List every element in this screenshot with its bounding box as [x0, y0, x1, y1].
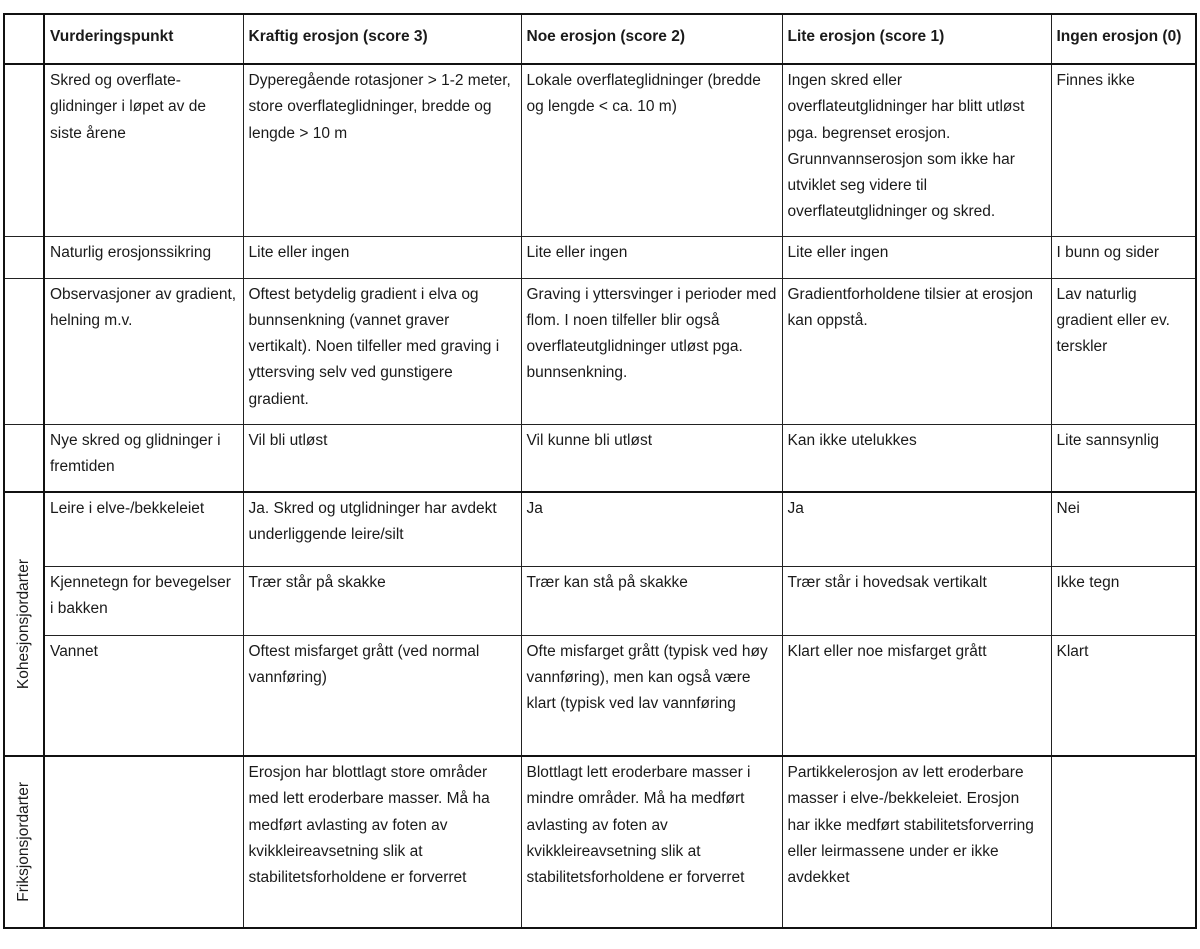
cell-point	[44, 756, 243, 928]
cell-strong: Lite eller ingen	[243, 236, 521, 278]
table-row	[4, 424, 1196, 492]
cell-little: Ja	[782, 492, 1051, 566]
cell-strong: Dyperegående rotasjoner > 1-2 meter, store overflateglidninger, bredde og lengde > 10 m	[243, 64, 521, 236]
cell-none: Lite sannsynlig	[1051, 424, 1196, 492]
header-kraftig-erosjon: Kraftig erosjon (score 3)	[243, 14, 521, 64]
cell-some: Graving i yttersvinger i perioder med flom. I noen tilfeller blir også overflateutglidninger utløst pga. bunnsenkning.	[521, 278, 782, 424]
table-row	[4, 492, 1196, 566]
cell-strong: Erosjon har blottlagt store områder med lett eroderbare masser. Må ha medført avlasting av foten av kvikkleireavsetning slik at stabilitetsforholdene er forverret	[243, 756, 521, 928]
cell-point: Leire i elve-/bekkeleiet	[44, 492, 243, 566]
kohesjon-label: Kohesjonsjordarter	[14, 558, 32, 690]
cell-none: Lav naturlig gradient eller ev. terskler	[1051, 278, 1196, 424]
cell-some: Ja	[521, 492, 782, 566]
group-label-friksjon	[4, 756, 44, 928]
friksjon-label: Friksjonsjordarter	[14, 782, 32, 902]
table-row	[4, 64, 1196, 236]
cell-little: Ingen skred eller overflateutglidninger har blitt utløst pga. begrenset erosjon. Grunnvannserosjon som ikke har utviklet seg videre til overflateutglidninger og skred.	[782, 64, 1051, 236]
table-row	[4, 566, 1196, 635]
cell-some: Ofte misfarget grått (typisk ved høy vannføring), men kan også være klart (typisk ved lav vannføring	[521, 635, 782, 756]
header-corner	[4, 14, 44, 64]
header-lite-erosjon: Lite erosjon (score 1)	[782, 14, 1051, 64]
group-cell-empty	[4, 278, 44, 424]
cell-point: Nye skred og glidninger i fremtiden	[44, 424, 243, 492]
cell-point: Naturlig erosjonssikring	[44, 236, 243, 278]
group-cell-empty	[4, 424, 44, 492]
cell-none: I bunn og sider	[1051, 236, 1196, 278]
cell-strong: Oftest betydelig gradient i elva og bunnsenkning (vannet graver vertikalt). Noen tilfeller med graving i yttersving selv ved gunstigere gradient.	[243, 278, 521, 424]
header-noe-erosjon: Noe erosjon (score 2)	[521, 14, 782, 64]
cell-little: Kan ikke utelukkes	[782, 424, 1051, 492]
cell-little: Lite eller ingen	[782, 236, 1051, 278]
table-row	[4, 236, 1196, 278]
group-cell-empty	[4, 236, 44, 278]
cell-strong: Trær står på skakke	[243, 566, 521, 635]
cell-strong: Ja. Skred og utglidninger har avdekt underliggende leire/silt	[243, 492, 521, 566]
cell-little: Klart eller noe misfarget grått	[782, 635, 1051, 756]
header-row	[4, 14, 1196, 64]
cell-strong: Vil bli utløst	[243, 424, 521, 492]
cell-point: Kjennetegn for bevegelser i bakken	[44, 566, 243, 635]
cell-none	[1051, 756, 1196, 928]
cell-none: Finnes ikke	[1051, 64, 1196, 236]
cell-some: Blottlagt lett eroderbare masser i mindre områder. Må ha medført avlasting av foten av kvikkleireavsetning slik at stabilitetsforholdene er forverret	[521, 756, 782, 928]
cell-none: Nei	[1051, 492, 1196, 566]
table-row	[4, 756, 1196, 928]
table-row	[4, 635, 1196, 756]
group-label-kohesjon	[4, 492, 44, 756]
cell-little: Gradientforholdene tilsier at erosjon kan oppstå.	[782, 278, 1051, 424]
cell-some: Trær kan stå på skakke	[521, 566, 782, 635]
cell-point: Skred og overflate-glidninger i løpet av de siste årene	[44, 64, 243, 236]
cell-some: Lokale overflateglidninger (bredde og lengde < ca. 10 m)	[521, 64, 782, 236]
header-vurderingspunkt: Vurderingspunkt	[44, 14, 243, 64]
group-cell-empty	[4, 64, 44, 236]
header-ingen-erosjon: Ingen erosjon (0)	[1051, 14, 1196, 64]
cell-point: Vannet	[44, 635, 243, 756]
cell-little: Trær står i hovedsak vertikalt	[782, 566, 1051, 635]
cell-some: Vil kunne bli utløst	[521, 424, 782, 492]
cell-point: Observasjoner av gradient, helning m.v.	[44, 278, 243, 424]
cell-little: Partikkelerosjon av lett eroderbare masser i elve-/bekkeleiet. Erosjon har ikke medført stabilitetsforverring eller leirmassene under er ikke avdekket	[782, 756, 1051, 928]
cell-some: Lite eller ingen	[521, 236, 782, 278]
cell-strong: Oftest misfarget grått (ved normal vannføring)	[243, 635, 521, 756]
cell-none: Klart	[1051, 635, 1196, 756]
erosion-assessment-table	[3, 13, 1197, 929]
table-row	[4, 278, 1196, 424]
cell-none: Ikke tegn	[1051, 566, 1196, 635]
